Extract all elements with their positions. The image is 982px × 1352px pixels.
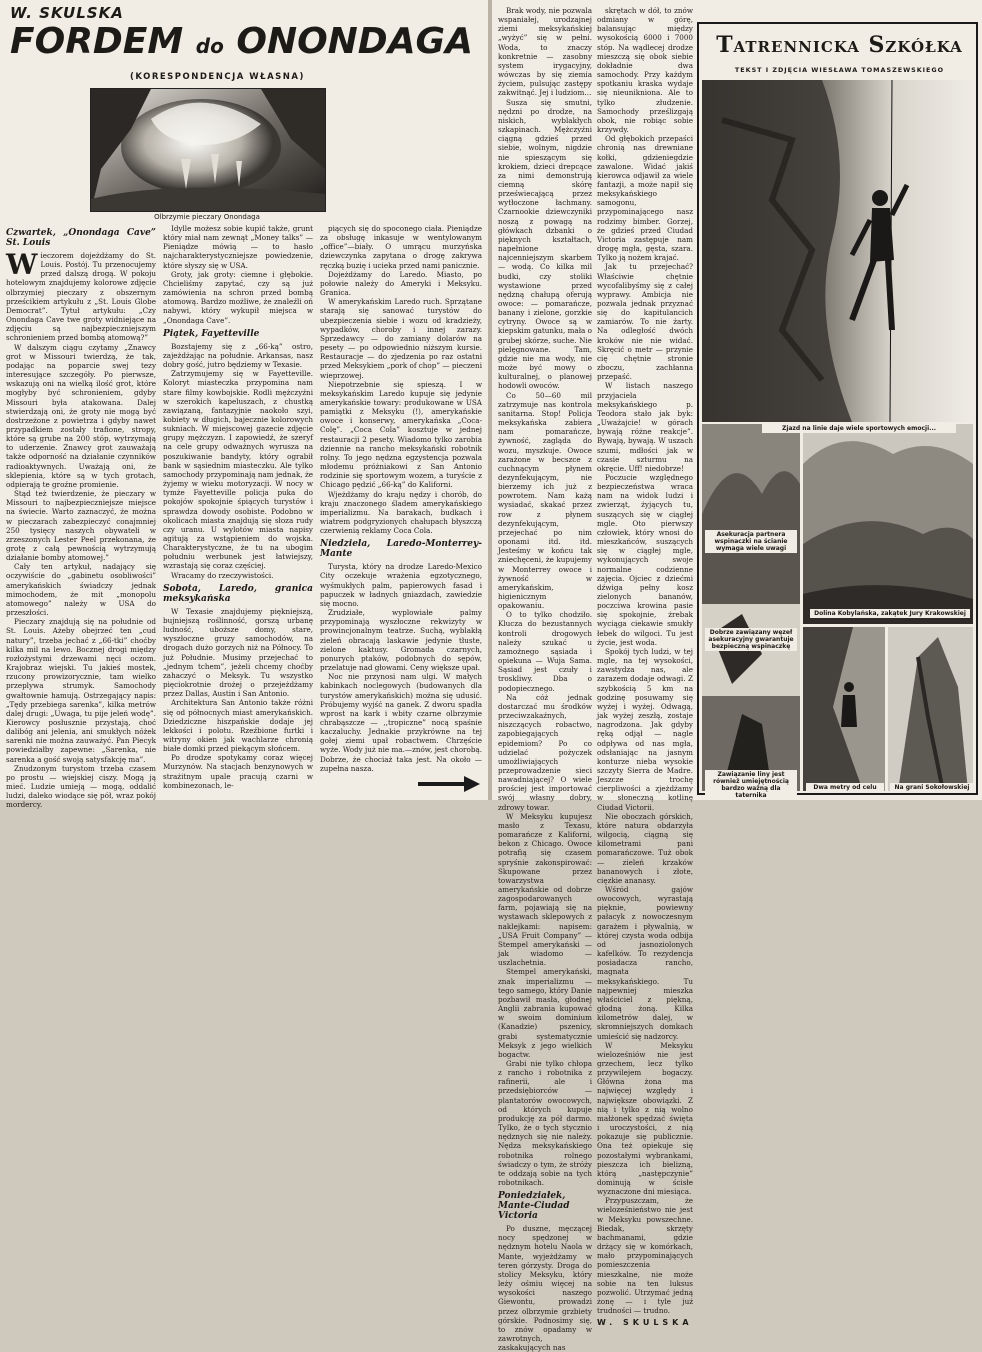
left-column-1	[6, 224, 156, 810]
paragraph: Znudzonym turystom trzeba czasem po prostu — wiejskiej ciszy. Mogą ją mieć. Ludzie umieją — mogą, oddalić ludzi, daleko wiodące się pół, wraz pokój mordercy.	[6, 763, 156, 810]
article-author: W. SKULSKA	[10, 4, 124, 22]
paragraph: W dalszym ciągu czytamy „Znawcy grot w Missouri twierdzą, że tak, podając na poparcie swej tezy interesujące szczegóły. Po pierwsze, wskazują oni na wielką ilość grot, które mogłyby być schronieniem, gdyby Missouri była atakowana. Dalej stwierdzają oni, że groty nie mogą być dostrzeżone z powietrza i gdyby nawet przypadkiem zostały trafione, stropy, które są grube na 200 stóp, wytrzymają to uderzenie. Znawcy grot zauważają także odporność na działanie czynników radioaktywnych. Uważają oni, że sklepienia, które są w tych grotach, odpierają te groźne promienie.	[6, 342, 156, 489]
paragraph: Przypuszczam, że wieloześnieństwo nie jest w Meksyku powszechne. Biedak, skrzęty bachmanami, gdzie drżący się w komórkach, mało przypominających pomieszczenia mieszkalne, nie może sobie na ten luksus pozwolić. Utrzymać jedną żonę — i tyle już trudności — trudno.	[597, 1196, 693, 1316]
section-heading: Piątek, Fayetteville	[163, 328, 260, 339]
section-heading: Poniedziałek, Mante-Ciudad Victoria	[498, 1191, 570, 1222]
photo-caption-ridge: Na grani Sokołowskiej	[890, 783, 974, 792]
title-part-2: do	[195, 34, 224, 58]
paragraph: Turysta, który na drodze Laredo-Mexico City oczekuje wrażenia egzotycznego, wyśmukłych palm, papierowych fasad i papuczek w ładnych gniazdach, zawiedzie się mocno.	[320, 562, 482, 608]
paragraph: Susza się smutni, nędzni po drodze, na niskich, wyblakłych szkapinach. Mężczyźni ciągną gdzieś przed siebie, wolnym, nigdzie nie spieszącym się krokiem, dzieci drepcące za nimi demonstrują ciemną skórę przeświecającą przez wytłoczone łachmany. Czarnookie dziewczyniki noszą z powagą na główkach dzbanki o pięknych kształtach, napełnione najcenniejszym skarbem — wodą. Co kilka mil budki, czy stoliki wystawione przed nędzną chałupą oferują owoce: — pomarańcze, banany i zielone, gorzkie cytryny. Owoce są w kiepskim gatunku, mała o grubej skórze, suche. Nie pielęgnowane. Tam, gdzie nie ma wody, nie może być mowy o kulturalnej, o planowej hodowli owoców.	[498, 97, 592, 391]
paragraph: Architektura San Antonio także różni się od północnych miast amerykańskich. Dziedziczne hiszpańskie dodaje jej lekkości i polotu. Rzeźbione furtki i witryny okien jak wachlarze chronią białe domki przed piekącym słońcem.	[163, 698, 313, 754]
title-part-3: ONONDAGA	[223, 21, 473, 62]
section-heading: Sobota, Laredo, granica meksykańska	[163, 583, 313, 604]
photo-caption-rope: Zawiązanie liny jest również umiejętnością bardzo ważną dla taternika	[705, 770, 797, 800]
paragraph: Jak tu przejechać? Właściwie chętnie wycofalibyśmy się z całej wyprawy. Ambicja nie pozwala jednak przyznać się do kapitulancich zamiarów. To nie żarty. Na odległość dwóch kroków nie nie widać. Skręcić o metr — przynie cię chętnie stronie zboczu, zachłanna przepaść.	[597, 262, 693, 382]
paragraph: Stąd też twierdzenie, że pieczary w Missouri to najbezpieczniejsze miejsce na świecie. Warto zaznaczyć, że można w pieczarach zabezpieczyć conajmniej 250 tysięcy naszych obywateli w zrzeszonych Lester Peel przekonana, że grotę z całą pewnością wytrzymują działanie bomby atomowej.”	[6, 489, 156, 563]
section-heading: Czwartek, „Onondaga Cave” St. Louis	[6, 228, 156, 248]
paragraph: Grabi nie tylko chłopa z rancho i robotnika z rafinerii, ale i przedsiębiorców — plantatorów owocowych, od których kupuje produkcję za pół darmo. Tylko, że o tych stycznio nędznych się nie należy. Nędza meksykańskiego robotnika rolnego świadczy o tym, że stróży te oddzają sobie na tych robotnikach.	[498, 1058, 592, 1187]
paragraph: Co 50—60 mil zatrzymuje nas kontrola sanitarna. Stop! Policja meksykańska zabiera nam pomarańcze, żywność, zagląda do wozu, myszkuje. Owoce zarażone w becszce z cuchnącym płynem dezynfekującym, nie bierzemy ich już z powrotem. Nam każą wysiadać, skakać przez row z płynem dezynfekującym, przejechać po nim oponami itd. itd. Jesteśmy w końcu tak zniechęceni, że kupujemy w Monterrey owoce i żywność w amerykańskim, higienicznym opakowaniu.	[498, 390, 592, 611]
bottom-mid-photo-image	[803, 627, 885, 791]
article-title	[10, 22, 473, 66]
paragraph: skrętach w dół, to znów odmiany w górę, balansując między wysokością 6000 i 7000 stóp. Na wądlecej drodze mieszczą się obok siebie dokładnie dwa samochody. Przy każdym spotkaniu kraska wydaje się nieunikniona. Ale to tylko złudzenie. Samochody prześlizgają obok, nie robiąc sobie krzywdy.	[597, 6, 693, 135]
paragraph: piących się do spoconego ciała. Pieniądze za obsługę inkasuje w wentylowanym „office”—biały. O umrącu murzyńska dziewczynka zapytana o drogę zakrywa ręczką buzię i ucieka przed nami panicznie.	[320, 224, 482, 270]
paragraph: Po duszne, męczącej nocy spędzonej w nędznym hotelu Naola w Mante, wyjeżdżamy w teren górzysty. Droga do stolicy Meksyku, który leży ośmiu więcej na wysokości naszego Giewontu, prowadzi przez olbrzymie grzbiety górskie. Podnosimy się, to znów opadamy w zawrotnych, zaskakujących nas	[498, 1224, 592, 1352]
paragraph: Spokój tych ludzi, w tej mgle, na tej wysokości, zawstydza nas, ale zarazem dodaje odwagi. Z szybkością 5 km na godzinę posuwamy się wyżej i wyżej. Odwagą, jak wyżej zeszłą, zostaje nagrodzona. Jak gdyby ręką odjął — nagle odpływa od nas mgła, odsłaniając na jasnym konturze nieba wysokie szczyty Sierra de Madre. Jeszcze trochę cierpliwości a zjeżdżamy w słoneczną kotlinę Ciudad Victorii.	[597, 646, 693, 812]
bottom-mid-photo	[803, 627, 885, 791]
photo-caption-belay: Asekuracja partnera wspinaczki na ścianie wymaga wiele uwagi	[705, 530, 797, 553]
paragraph: Poczucie względnego bezpieczeństwa wraca nam na widok ludzi i zwierząt, żyjących tu, suszących się w ciągłej mgle. Oto pierwszy człowiek, który wnosi do mieszkańców, suszących się w ciągłej mgle, wykonujących swoje normalne codzienne zajęcia. Ojciec z dziećmi dźwiga pełny kosz zielonych bananów, poczciwa krowina pasie się spokojnie, żrebak wyciąga ciekawie smukły łebek do wilgoci. Tu jest życie, jest woda.	[597, 472, 693, 647]
paragraph: Zatrzymujemy się w Fayetteville. Koloryt miasteczka przypomina nam stare filmy kowbojskie. Rodli mężczyźni w szerokich kapeluszach, z chustką zawiązaną, fantazyjnie naokoło szyi, kobiety w długich, bajecznie kolorowych sukniach. W miejscowej gazecie zdjęcie grupy mężczyzn. I zapowiedź, że szeryf na cele grupy odważnych wyrusza na poszukiwanie bandyty, który ograbił bank w sąsiednim miasteczku. Ale tylko samochody przypominają nam jednak, że żyjemy w wieku motoryzacji. W nocy w tymże Fayetteville policja puka do pokojów spokojnie śpiących turystów i sprawdza dowody osobiste. Podobno w okolicach miasta znajdują się słoza rudy czy uranu. U wylotów miasta napisy agitują za wstąpieniem do wojska. Charakterystyczne, że tu na ubogim południu werbunek jest łatwiejszy, wzrastają się coraz częściej.	[163, 369, 313, 571]
article-subtitle: (KORESPONDENCJA WŁASNA)	[130, 72, 305, 82]
paragraph: Stempel amerykański, znak imperializmu — tego samego, który Danie pozbawił masła, głodnej Anglii zabrania kupować w swoim dominium (Kanadzie) pszenicy, grabi systematycznie Meksyk z jego wielkich bogactw.	[498, 967, 592, 1059]
paragraph: W Meksyku kupujesz masło z Texasu, pomarańcze z Kaliforni, bekon z Chicago. Owoce potrafią się czasem spryśnie zakonspirować: Skupowane przez towarzystwa amerykańskie od dobrze zagospodarowanych farm, pojawiają się na wystawach sklepowych z naklejkami: napisem: „USA Fruit Company” — Stempel amerykański — jak wiadomo — uszlachetnia.	[498, 811, 592, 968]
rappel-photo-image	[702, 80, 973, 422]
paragraph: Pieczary znajdują się na południe od St. Louis. Ażeby obejrzeć ten „cud natury”, trzeba jechać z „66-tki” choćby kilka mil na lewo. Bocznej drogi między rozłożystymi drzewami nęci oczom. Krajobraz wiejski. Tu jakieś mostek, rzucony prowizorycznie, tam wielko przeplywa strumyk. Samochody gwałtownie hamują. Ostrzegający napis: „Tędy przebiega sarenka”, kilka metrów dalej drugi: „Uwaga, tu pije jeleń wodę”. Kierowcy posłusznie przystają, choć dalibóg ani jelenia, ani smukłych nóżek sarenki nie można zauważyć. Pan Piecyk powiedziałby zapewne: „Sarenka, nie sarenka a gość swoją satysfakcję ma”.	[6, 617, 156, 764]
paragraph: Od głębokich przepaści chronią nas drewniane kołki, gdzieniegdzie zawalone. Widać jakiś kierowca odjawił za wiele fantazji, a może napił się meksykańskiego samogonu, przypominającego nasz rodzimy bimber. Gorzej, że gdzieś przed Ciudad Victoria zastępuje nam drogę mgła, gęsta, szara. Tylko ją nożem krajać.	[597, 134, 693, 263]
paragraph: W amerykańskim Laredo ruch. Sprzątane starają się sanować turystów do ubezpieczenia siebie i wozu od kradzieży, wypadków, choroby i innej zarazy. Sprzedawcy — do zamiany dolarów na pesety — po odpowiednio niższym kursie. Restauracje — do zjedzenia po raz ostatni przed Meksykiem „pork of chop” — pieczeni wieprzowej.	[320, 297, 482, 380]
feature-title: Tatrennicka Szkółka	[716, 32, 963, 58]
bottom-left-photo	[702, 424, 800, 791]
paragraph: Idylle możesz sobie kupić także, grunt który miał nam zewnąt „Money talks” — Pieniądze mówią — to hasło najcharakterystyczniejsze powiedzenie, które słyszy się w USA.	[163, 224, 313, 270]
valley-photo-image	[803, 424, 973, 624]
paragraph: Wracamy do rzeczywistości.	[171, 570, 274, 580]
title-part-1: FORDEM	[10, 21, 196, 62]
paragraph: W listach naszego przyjaciela meksykańskiego p. Teodora stało jak byk: „Uważajcie! w górach bywają różne reakcje”. Bywają, bywają. W uszach szumi, mdłości jak w czasie szturmu na okręcie. Uff! niedobrze!	[597, 381, 693, 473]
paragraph: Wieczorem dojeżdżamy do St. Louis. Postój. Tu przenocujemy przed dalszą drogą. W pokoju hotelowym znajdujemy kolorowe zdjęcie olbrzymiej pieczary z obszernym prześcikiem artykułu z „St. Louis Globe Democrat”. Tytuł artykułu: „Czy Onondaga Cave twe groty widniejące na zdjęciu są najbezpieczniejszym schronieniem przed bombą atomową?”	[6, 248, 156, 343]
continue-arrow-icon	[418, 776, 480, 792]
right-column-2	[597, 6, 693, 1328]
valley-photo	[803, 424, 973, 624]
paragraph: Niepotrzebnie się spieszą. I w meksykańskim Laredo kupuje się jedynie amerykańskie towary: produkowane w USA pamiątki z Meksyku (!), amerykańskie owoce i konserwy, amerykańska „Coca-Colę”. „Coca Cola” kosztuje w jednej restauracji 2 pesety. Wiadomo tylko zarobia dziennie na rancho meksykański robotnik rolny. To jego nędzna egzystencja pozwala młodemu próżniakowi z San Antonio rodzinie się sportowym wozem, a turyście z Chicago pędzić „66-ką” do Kaliforni.	[320, 379, 482, 490]
feature-subtitle: TEKST I ZDJĘCIA WIESŁAWA TOMASZEWSKIEGO	[734, 66, 945, 74]
photo-caption-valley: Dolina Kobylańska, zakątek Jury Krakowskiej	[810, 609, 970, 618]
paragraph: O to tylko chodziło. Klucza do bezustannych kontroli drogowych należy szukać u zamożnego sąsiada i opiekuna — Wuja Sama. Sąsiad jest czuły i troskliwy. Dba o podopiecznego.	[498, 610, 592, 693]
paragraph: Na cóż jednak dostarczać mu środków przeciwzakaźnych, niszczących robactwo, zapobiegających epidemiom? Po co udzielać pożyczek umożliwiających przeprowadzenie sieci nawadniającej? O wiele prościej jest importować swój własny dobry, zdrowy towar.	[498, 692, 592, 812]
rappel-photo	[702, 80, 973, 422]
left-page	[0, 0, 488, 810]
right-column-1	[498, 6, 592, 1352]
paragraph: Nie oboczach górskich, które natura obdarzyła wilgocią, ciągną się kilometrami pani pomarańczowe. Tuż obok — zieleń krzaków bananowych i złote, cięzkie ananasy.	[597, 811, 693, 885]
photo-caption-rappel: Zjazd na linie daje wiele sportowych emocji...	[762, 424, 956, 433]
paragraph: Zrudziałe, wyplowiałe palmy przypominają wyszłoczne rekwizyty w prowincjonalnym teatrze. Suchą, wyblakłą zieleń obracają laskawie jedynie tłuste, zielone kaktusy. Gromada czarnych, ponurych ptaków, podobnych do sępów, przelatuje nad głowami. Ceny większe upał.	[320, 608, 482, 673]
right-page	[492, 0, 982, 1352]
paragraph: Po drodze spotykamy coraz więcej Murzynów. Na stacjach benzynowych w strażitnym upale pracują czarni w kombinezonach, le-	[163, 753, 313, 790]
bottom-right-photo-image	[888, 627, 973, 791]
left-column-2	[163, 224, 313, 796]
photo-caption-knot: Dobrze zawiązany węzeł asekuracyjny gwarantuje bezpieczną wspinaczkę	[705, 628, 797, 651]
paragraph: Cały ten artykuł, nadający się oczywiście do „gabinetu osobliwości” amerykańskich świadczy jednak mimochodem, że mit „monopolu atomowego” należy w USA do przeszłości.	[6, 562, 156, 618]
cave-photo-image	[91, 89, 325, 211]
paragraph: Brak wody, nie pozwala wspaniałej, urodzajnej ziemi meksykańskiej „wyżyć” się w pełni. Woda, to znaczy konkretnie — zasobny system irygacyjny, wówczas by się ziemia życiem, pulsując zastępy zakwitnąć. Jej i ludziom…	[498, 6, 592, 98]
paragraph: W Texasie znajdujemy piękniejszą, bujniejszą roślinność, gorszą urbanę ludność, uboższe domy, stare, wyszłoczne gruzy samochodów, na drogach dużo gorzych niż na Północy. To już Południe. Musimy przejechać to „jednym tchem”, jeżeli chcemy choćby zahaczyć o Meksyk. Tu wszystko pięciokrotnie drożej o przejeżdżamy przez Dallas, Austin i San Antonio.	[163, 606, 313, 699]
paragraph: Noc nie przynosi nam ulgi. W małych kabinkach noclegowych (budowanych dla turystów amerykańskich) można się udusić. Próbujemy wyjść na ganek. Z dworu spadła wprost na kark i wbity czarne olbrzymie chrabąszcze — ,,tropiczne” nocą spaśnie kaczaluchy. Jednakie przykrówne na tej gołej ziemi upał robactwem. Chrzęście wyże. Wody już nie ma.—znów, jest chorobą. Dobrze, że chociaż taka jest. Na około — zupełna nasza.	[320, 672, 482, 773]
paragraph: Bozstajemy się z „66-ką” ostro, zajeżdżając na południe. Arkansas, nasz dobry gość, jutro będziemy w Texasie.	[163, 341, 313, 370]
section-heading: Niedziela, Laredo-Monterrey-Mante	[320, 539, 482, 560]
cave-photo-caption: Olbrzymie pieczary Onondaga	[154, 213, 260, 221]
bottom-right-photo	[888, 627, 973, 791]
paragraph: Groty, jak groty: ciemne i głębokie. Chcieliśmy zapytać, czy są już zamówienia na schron przed bombą atomową. Bardzo możliwe, że znaleźli oń nabywi, który wykupił miejsca w „Onondaga Cave”.	[163, 269, 313, 325]
cave-photo	[90, 88, 326, 212]
paragraph: W Meksyku wieloześniów nie jest grzechem, lecz tylko przywilejem bogaczy. Główna żona ma najwięcej względy i największe obowiązki. Z nią i tylko z nią wolno małżonek spędzać święta i uroczystości, z nią pokazuje się publicznie. Ona też opiekuje się pozostałymi wybrankami, pieszcza ich bielizną, którą „następczynie” dominują w ścisłe wyznaczone dni miesiąca.	[597, 1040, 693, 1197]
article-signature: W. SKULSKA	[597, 1318, 693, 1328]
photo-caption-two-meters: Dwa metry od celu	[806, 783, 884, 792]
bottom-left-photo-image	[702, 424, 800, 791]
paragraph: Dojeżdżamy do Laredo. Miasto, po połowie należy do Ameryki i Meksyku. Granica.	[320, 269, 482, 298]
paragraph: Wjeżdżamy do kraju nędzy i chorób, do kraju znaczonego śladem amerykańskiego imperializmu. Na barakach, budkach i wiatrem podgryzionych chałupach błyszczą czerwienią reklamy Coca Cola.	[320, 489, 482, 536]
dropcap: W	[6, 248, 38, 281]
left-column-3	[320, 224, 482, 772]
paragraph: Wśród gajów owocowych, wyrastają pięknie, powiewny pałacyk z nowoczesnym garażem i pływalnią, w której czysta woda odbija od jasnoziolonych kafelków. To rezydencja posiadacza rancho, magnata meksykańskiego. Tu najpewniej mieszka właściciel z piękną, głodną żoną. Kilka kilometrów dalej, w skromniejszych domkach umieścić się nadzorcy.	[597, 885, 693, 1041]
